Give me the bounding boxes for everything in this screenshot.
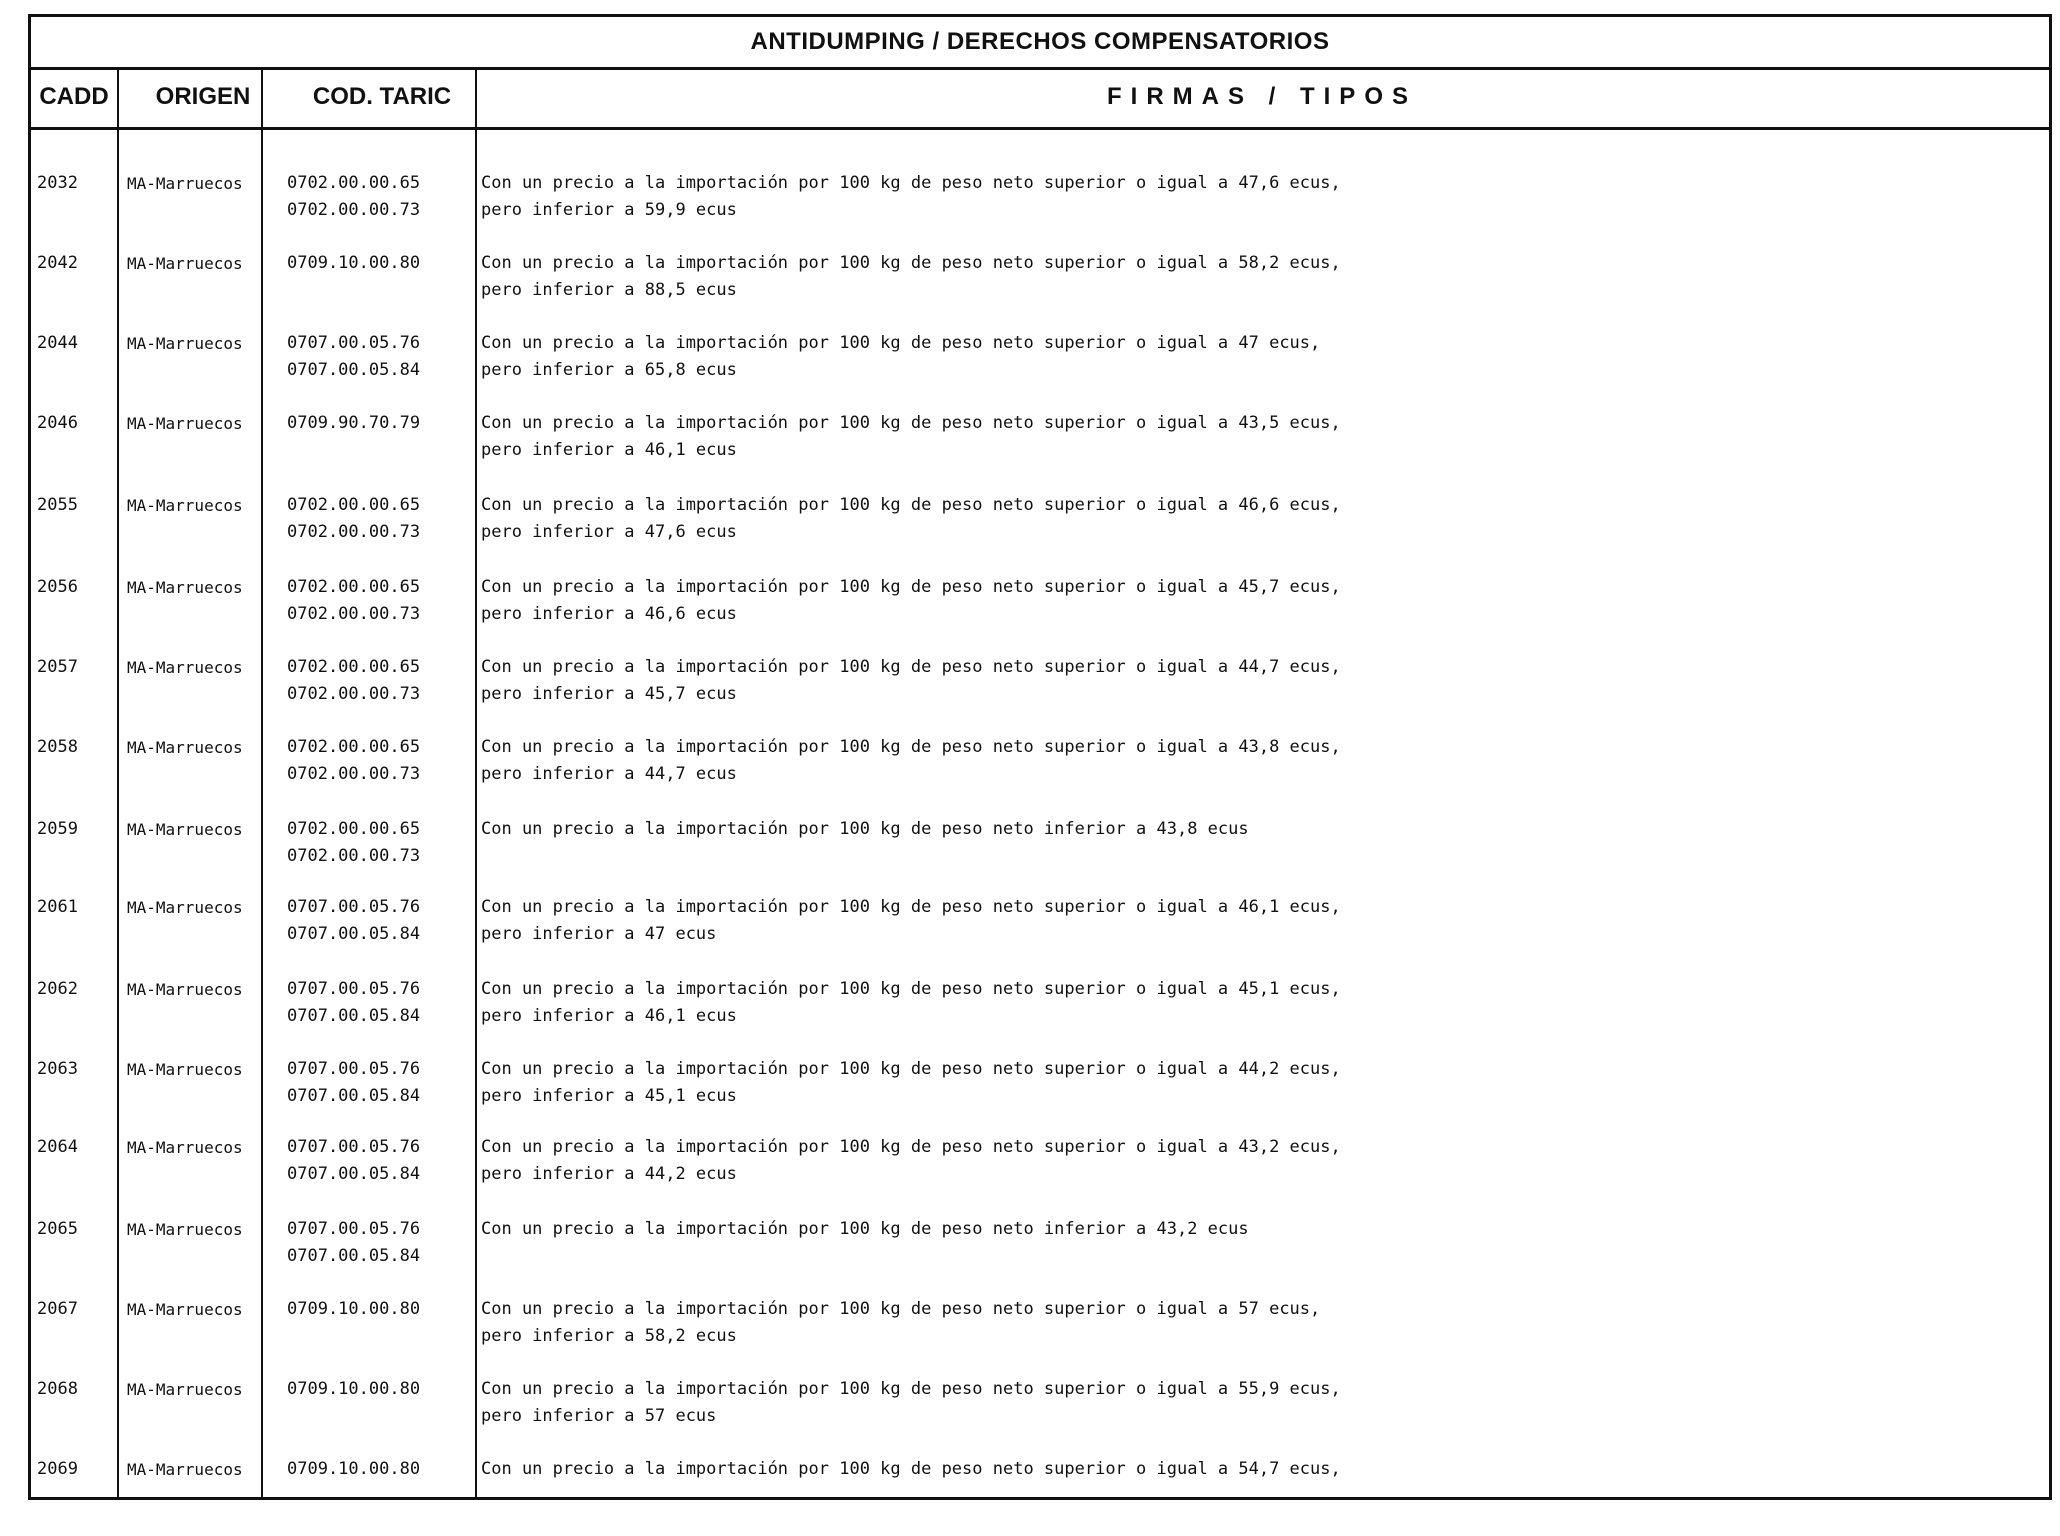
cell-firmas xyxy=(481,1376,1341,1430)
cell-origen: MA-Marruecos xyxy=(127,1380,243,1399)
taric-code: 0707.00.05.76 xyxy=(287,333,421,353)
firmas-text-line: pero inferior a 47 ecus xyxy=(481,924,717,944)
firmas-text-line: Con un precio a la importación por 100 kg de peso neto superior o igual a 43,8 ecus, xyxy=(481,737,1341,757)
cell-taric xyxy=(287,574,420,628)
taric-code: 0702.00.00.73 xyxy=(287,684,421,704)
taric-code: 0707.00.05.84 xyxy=(287,1246,421,1266)
taric-code: 0709.90.70.79 xyxy=(287,413,421,433)
cell-origen: MA-Marruecos xyxy=(127,738,243,757)
cell-taric xyxy=(287,976,420,1030)
cell-cadd: 2065 xyxy=(37,1219,78,1239)
taric-code: 0707.00.05.76 xyxy=(287,979,421,999)
cell-cadd: 2063 xyxy=(37,1059,78,1079)
cell-origen: MA-Marruecos xyxy=(127,820,243,839)
taric-code: 0702.00.00.65 xyxy=(287,495,421,515)
cell-firmas xyxy=(481,1216,1249,1243)
firmas-text-line: Con un precio a la importación por 100 kg de peso neto superior o igual a 46,1 ecus, xyxy=(481,897,1341,917)
cell-firmas xyxy=(481,1296,1320,1350)
taric-code: 0702.00.00.65 xyxy=(287,819,421,839)
firmas-text-line: pero inferior a 45,7 ecus xyxy=(481,684,737,704)
cell-taric xyxy=(287,330,420,384)
taric-code: 0707.00.05.84 xyxy=(287,1164,421,1184)
cell-origen: MA-Marruecos xyxy=(127,1460,243,1479)
cell-taric xyxy=(287,1134,420,1188)
firmas-text-line: Con un precio a la importación por 100 kg de peso neto superior o igual a 54,7 ecus, xyxy=(481,1459,1341,1479)
taric-code: 0707.00.05.84 xyxy=(287,1006,421,1026)
taric-code: 0707.00.05.84 xyxy=(287,1086,421,1106)
taric-code: 0702.00.00.73 xyxy=(287,764,421,784)
firmas-text-line: Con un precio a la importación por 100 kg de peso neto superior o igual a 43,5 ecus, xyxy=(481,413,1341,433)
table-row xyxy=(31,816,2049,896)
table-row xyxy=(31,1296,2049,1376)
table-row xyxy=(31,410,2049,490)
firmas-text-line: Con un precio a la importación por 100 kg de peso neto inferior a 43,8 ecus xyxy=(481,819,1249,839)
firmas-text-line: Con un precio a la importación por 100 kg de peso neto superior o igual a 44,2 ecus, xyxy=(481,1059,1341,1079)
taric-code: 0702.00.00.73 xyxy=(287,846,421,866)
table-row xyxy=(31,250,2049,330)
cell-firmas xyxy=(481,1456,1341,1483)
cell-cadd: 2046 xyxy=(37,413,78,433)
firmas-text-line: pero inferior a 47,6 ecus xyxy=(481,522,737,542)
table-row xyxy=(31,734,2049,814)
cell-taric xyxy=(287,734,420,788)
firmas-text-line: pero inferior a 58,2 ecus xyxy=(481,1326,737,1346)
cell-taric xyxy=(287,894,420,948)
cell-cadd: 2059 xyxy=(37,819,78,839)
firmas-text-line: pero inferior a 46,6 ecus xyxy=(481,604,737,624)
cell-firmas xyxy=(481,170,1341,224)
table-row xyxy=(31,330,2049,410)
cell-firmas xyxy=(481,1056,1341,1110)
taric-code: 0702.00.00.65 xyxy=(287,173,421,193)
firmas-text-line: pero inferior a 65,8 ecus xyxy=(481,360,737,380)
taric-code: 0702.00.00.65 xyxy=(287,577,421,597)
firmas-text-line: pero inferior a 59,9 ecus xyxy=(481,200,737,220)
cell-firmas xyxy=(481,976,1341,1030)
header-taric: COD. TARIC xyxy=(312,83,452,110)
table-row xyxy=(31,1056,2049,1136)
table-row xyxy=(31,894,2049,974)
table-row xyxy=(31,492,2049,572)
cell-cadd: 2061 xyxy=(37,897,78,917)
firmas-text-line: Con un precio a la importación por 100 kg de peso neto superior o igual a 47,6 ecus, xyxy=(481,173,1341,193)
cell-firmas xyxy=(481,894,1341,948)
cell-taric xyxy=(287,250,420,277)
table-row xyxy=(31,654,2049,734)
firmas-text-line: Con un precio a la importación por 100 kg de peso neto superior o igual a 44,7 ecus, xyxy=(481,657,1341,677)
firmas-text-line: Con un precio a la importación por 100 kg de peso neto superior o igual a 45,7 ecus, xyxy=(481,577,1341,597)
taric-code: 0707.00.05.76 xyxy=(287,1137,421,1157)
cell-taric xyxy=(287,410,420,437)
firmas-text-line: pero inferior a 44,2 ecus xyxy=(481,1164,737,1184)
header-firmas: FIRMAS / TIPOS xyxy=(1106,83,1417,110)
cell-origen: MA-Marruecos xyxy=(127,334,243,353)
cell-firmas xyxy=(481,250,1341,304)
cell-origen: MA-Marruecos xyxy=(127,496,243,515)
cell-taric xyxy=(287,654,420,708)
firmas-text-line: Con un precio a la importación por 100 kg de peso neto superior o igual a 58,2 ecus, xyxy=(481,253,1341,273)
cell-cadd: 2032 xyxy=(37,173,78,193)
taric-code: 0702.00.00.73 xyxy=(287,522,421,542)
taric-code: 0707.00.05.84 xyxy=(287,360,421,380)
firmas-text-line: Con un precio a la importación por 100 kg de peso neto inferior a 43,2 ecus xyxy=(481,1219,1249,1239)
cell-taric xyxy=(287,1456,420,1483)
cell-cadd: 2067 xyxy=(37,1299,78,1319)
firmas-text-line: pero inferior a 57 ecus xyxy=(481,1406,717,1426)
cell-origen: MA-Marruecos xyxy=(127,898,243,917)
taric-code: 0709.10.00.80 xyxy=(287,1459,421,1479)
cell-origen: MA-Marruecos xyxy=(127,578,243,597)
table-row xyxy=(31,1376,2049,1456)
cell-origen: MA-Marruecos xyxy=(127,658,243,677)
taric-code: 0702.00.00.65 xyxy=(287,737,421,757)
firmas-text-line: Con un precio a la importación por 100 kg de peso neto superior o igual a 47 ecus, xyxy=(481,333,1321,353)
cell-taric xyxy=(287,170,420,224)
table-row xyxy=(31,976,2049,1056)
cell-firmas xyxy=(481,654,1341,708)
table-row xyxy=(31,1216,2049,1296)
cell-origen: MA-Marruecos xyxy=(127,254,243,273)
table-row xyxy=(31,1456,2049,1536)
cell-cadd: 2057 xyxy=(37,657,78,677)
cell-taric xyxy=(287,492,420,546)
taric-code: 0707.00.05.76 xyxy=(287,897,421,917)
firmas-text-line: pero inferior a 88,5 ecus xyxy=(481,280,737,300)
cell-cadd: 2062 xyxy=(37,979,78,999)
header-cadd: CADD xyxy=(39,83,109,110)
firmas-text-line: pero inferior a 44,7 ecus xyxy=(481,764,737,784)
cell-origen: MA-Marruecos xyxy=(127,1060,243,1079)
table-row xyxy=(31,1134,2049,1214)
header-origen: ORIGEN xyxy=(155,83,251,110)
cell-origen: MA-Marruecos xyxy=(127,174,243,193)
cell-taric xyxy=(287,1296,420,1323)
cell-taric xyxy=(287,1376,420,1403)
firmas-text-line: Con un precio a la importación por 100 kg de peso neto superior o igual a 43,2 ecus, xyxy=(481,1137,1341,1157)
taric-code: 0702.00.00.73 xyxy=(287,604,421,624)
cell-cadd: 2042 xyxy=(37,253,78,273)
taric-code: 0709.10.00.80 xyxy=(287,253,421,273)
taric-code: 0702.00.00.65 xyxy=(287,657,421,677)
firmas-text-line: pero inferior a 46,1 ecus xyxy=(481,1006,737,1026)
taric-code: 0702.00.00.73 xyxy=(287,200,421,220)
firmas-text-line: Con un precio a la importación por 100 kg de peso neto superior o igual a 57 ecus, xyxy=(481,1299,1321,1319)
cell-cadd: 2069 xyxy=(37,1459,78,1479)
table-title: ANTIDUMPING / DERECHOS COMPENSATORIOS xyxy=(31,17,2049,70)
cell-origen: MA-Marruecos xyxy=(127,1220,243,1239)
cell-firmas xyxy=(481,1134,1341,1188)
cell-firmas xyxy=(481,816,1249,843)
taric-code: 0707.00.05.84 xyxy=(287,924,421,944)
taric-code: 0709.10.00.80 xyxy=(287,1299,421,1319)
cell-cadd: 2055 xyxy=(37,495,78,515)
firmas-text-line: pero inferior a 45,1 ecus xyxy=(481,1086,737,1106)
firmas-text-line: pero inferior a 46,1 ecus xyxy=(481,440,737,460)
cell-origen: MA-Marruecos xyxy=(127,980,243,999)
cell-firmas xyxy=(481,410,1341,464)
cell-cadd: 2056 xyxy=(37,577,78,597)
cell-origen: MA-Marruecos xyxy=(127,414,243,433)
cell-cadd: 2058 xyxy=(37,737,78,757)
taric-code: 0707.00.05.76 xyxy=(287,1059,421,1079)
firmas-text-line: Con un precio a la importación por 100 kg de peso neto superior o igual a 55,9 ecus, xyxy=(481,1379,1341,1399)
cell-firmas xyxy=(481,330,1320,384)
cell-origen: MA-Marruecos xyxy=(127,1300,243,1319)
taric-code: 0707.00.05.76 xyxy=(287,1219,421,1239)
column-header-row xyxy=(31,67,2049,130)
cell-firmas xyxy=(481,734,1341,788)
cell-firmas xyxy=(481,574,1341,628)
cell-taric xyxy=(287,1216,420,1270)
cell-cadd: 2044 xyxy=(37,333,78,353)
table-row xyxy=(31,170,2049,250)
firmas-text-line: Con un precio a la importación por 100 kg de peso neto superior o igual a 46,6 ecus, xyxy=(481,495,1341,515)
cell-origen: MA-Marruecos xyxy=(127,1138,243,1157)
antidumping-table xyxy=(28,14,2052,1500)
taric-code: 0709.10.00.80 xyxy=(287,1379,421,1399)
cell-cadd: 2068 xyxy=(37,1379,78,1399)
firmas-text-line: Con un precio a la importación por 100 kg de peso neto superior o igual a 45,1 ecus, xyxy=(481,979,1341,999)
cell-taric xyxy=(287,816,420,870)
cell-cadd: 2064 xyxy=(37,1137,78,1157)
cell-taric xyxy=(287,1056,420,1110)
table-row xyxy=(31,574,2049,654)
cell-firmas xyxy=(481,492,1341,546)
